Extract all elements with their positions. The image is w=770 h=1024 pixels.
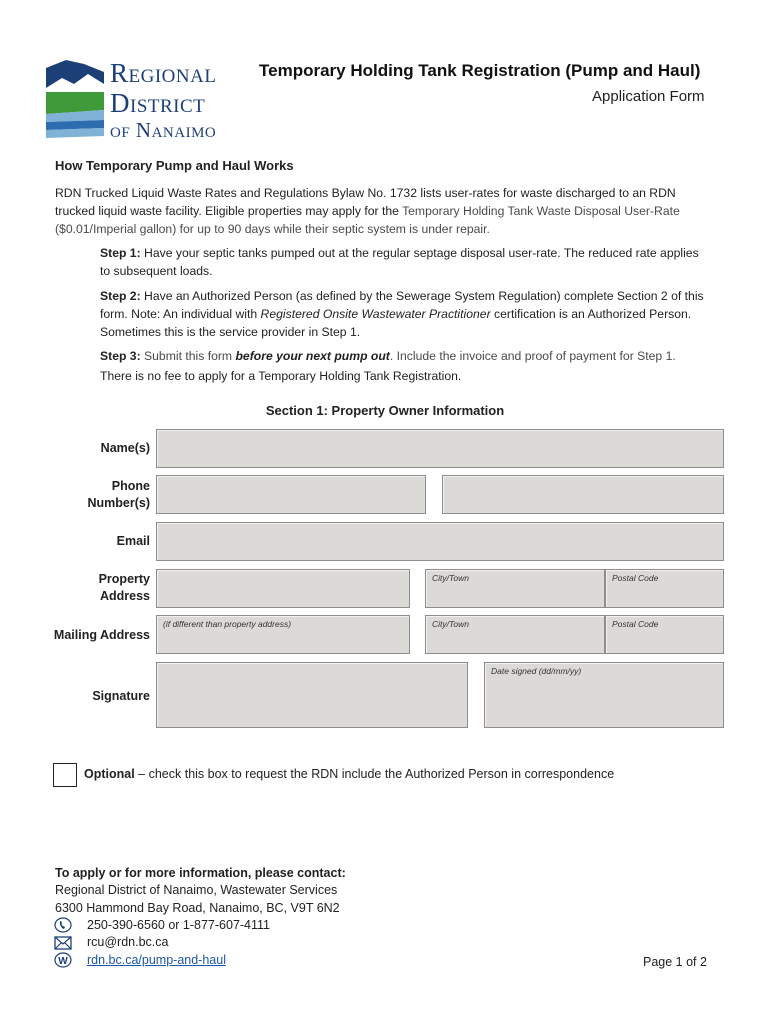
- city-hint: City/Town: [432, 573, 470, 583]
- mailing-hint: (if different than property address): [163, 619, 292, 629]
- contact-org: Regional District of Nanaimo, Wastewater Services: [55, 883, 338, 897]
- email-field[interactable]: [156, 522, 724, 561]
- section-1-heading: Section 1: Property Owner Information: [265, 403, 505, 418]
- step-2-text-a: Have an Authorized Person (as defined by the Sewerage System Regulation) complete Section 2 of this form. Note: An individual with: [100, 289, 704, 321]
- phone-label-line-1: Phone: [111, 479, 150, 493]
- names-field[interactable]: [156, 429, 724, 468]
- contact-email: rcu@rdn.bc.ca: [87, 935, 169, 949]
- mailing-address-label: Mailing Address: [53, 628, 150, 642]
- rdn-logo: [44, 58, 244, 142]
- mailing-city-hint: City/Town: [432, 619, 470, 629]
- no-fee-note: There is no fee to apply for a Temporary Holding Tank Registration.: [100, 369, 462, 383]
- property-postal-field[interactable]: [605, 569, 724, 608]
- contact-address: 6300 Hammond Bay Road, Nanaimo, BC, V9T 6N2: [55, 901, 340, 915]
- page-title: Temporary Holding Tank Registration (Pump and Haul): [259, 61, 701, 80]
- property-address-label: [30, 571, 150, 605]
- step-2: [100, 287, 712, 341]
- intro-paragraph: [55, 184, 715, 238]
- mailing-city-field[interactable]: [425, 615, 605, 654]
- page-number: Page 1 of 2: [643, 955, 707, 969]
- logo-mountain-icon: [44, 58, 106, 140]
- date-hint: Date signed (dd/mm/yy): [491, 666, 582, 676]
- logo-line-3: of Nanaimo: [110, 118, 217, 142]
- step-1: [100, 244, 712, 280]
- property-label-line-1: Property: [98, 572, 150, 586]
- optional-label: Optional: [84, 767, 135, 781]
- phone-label: [30, 478, 150, 512]
- step-2-italic: Registered Onsite Wastewater Practitioner: [260, 307, 491, 321]
- property-city-field[interactable]: [425, 569, 605, 608]
- signature-field[interactable]: [156, 662, 468, 728]
- step-2-label: Step 2:: [100, 289, 141, 303]
- phone-field-1[interactable]: [156, 475, 426, 514]
- how-it-works-heading: How Temporary Pump and Haul Works: [55, 158, 294, 173]
- postal-hint: Postal Code: [612, 573, 659, 583]
- contact-heading: To apply or for more information, please contact:: [55, 866, 346, 880]
- mailing-postal-hint: Postal Code: [612, 619, 659, 629]
- email-icon: [54, 935, 72, 951]
- web-icon: [54, 952, 72, 968]
- step-3-text-a: Submit this form: [140, 349, 236, 363]
- logo-line-1: Regional: [110, 58, 217, 88]
- property-label-line-2: Address: [99, 589, 150, 603]
- optional-text: [84, 767, 614, 781]
- phone-field-2[interactable]: [442, 475, 724, 514]
- contact-phone: 250-390-6560 or 1-877-607-4111: [87, 918, 271, 932]
- phone-label-line-2: Number(s): [87, 496, 150, 510]
- mailing-street-field[interactable]: [156, 615, 410, 654]
- step-2-text-b: certification is an Authorized Person. Sometimes this is the service provider in Step 1.: [100, 307, 692, 339]
- phone-icon: [54, 917, 72, 933]
- step-3-bold: before your next pump out: [235, 349, 390, 363]
- signature-label: Signature: [92, 689, 150, 703]
- intro-text-2: Temporary Holding Tank Waste Disposal User-Rate ($0.01/Imperial gallon) for up to 90 days while their septic system is under repair.: [55, 204, 680, 236]
- contact-web-link[interactable]: rdn.bc.ca/pump-and-haul: [87, 953, 226, 967]
- step-3: [100, 347, 712, 365]
- mailing-postal-field[interactable]: [605, 615, 724, 654]
- optional-description: – check this box to request the RDN include the Authorized Person in correspondence: [134, 767, 615, 781]
- step-1-text: Have your septic tanks pumped out at the regular septage disposal user-rate. The reduced rate applies to subsequent loads.: [100, 246, 699, 278]
- step-1-label: Step 1:: [100, 246, 141, 260]
- page-subtitle: Application Form: [592, 88, 705, 105]
- names-label: Name(s): [100, 441, 150, 455]
- step-3-text-b: . Include the invoice and proof of payment for Step 1.: [389, 349, 676, 363]
- step-3-label: Step 3:: [100, 349, 141, 363]
- logo-line-2: District: [110, 88, 206, 118]
- intro-text-1: RDN Trucked Liquid Waste Rates and Regulations Bylaw No. 1732 lists user-rates for waste discharged to an RDN trucked liquid waste facility. Eligible properties may apply for the: [55, 186, 676, 218]
- optional-checkbox[interactable]: [53, 763, 77, 787]
- date-signed-field[interactable]: [484, 662, 724, 728]
- property-street-field[interactable]: [156, 569, 410, 608]
- svg-text:W: W: [58, 956, 68, 967]
- email-label: Email: [116, 534, 150, 548]
